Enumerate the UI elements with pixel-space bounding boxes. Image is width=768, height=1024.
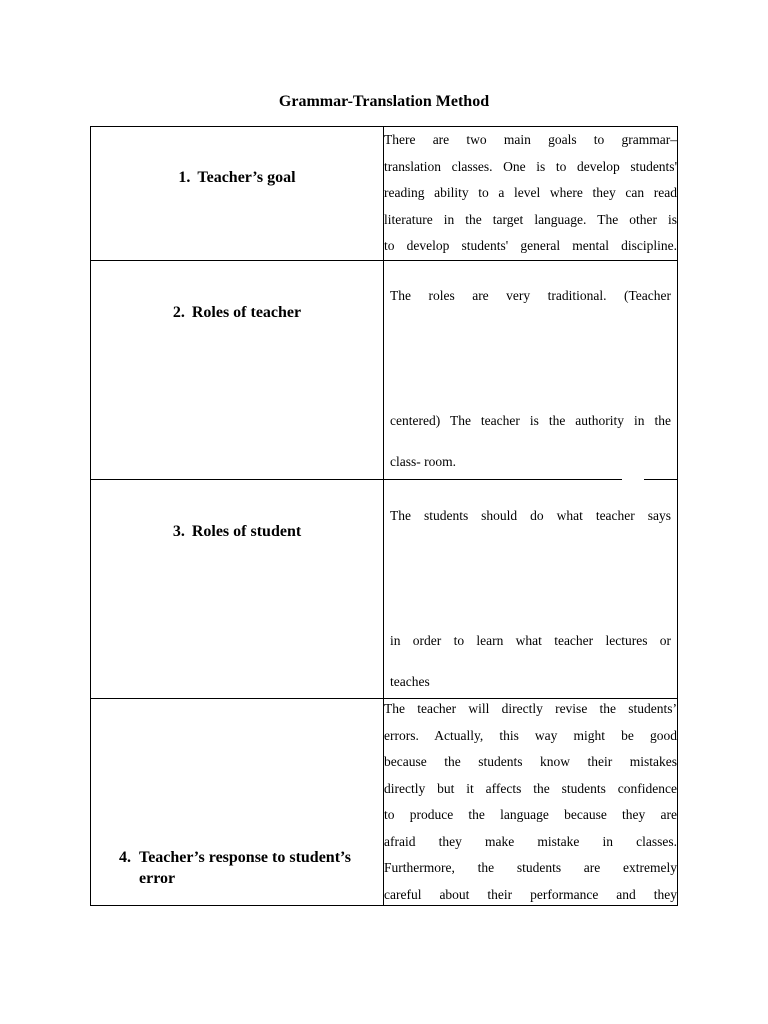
text-line: translation classes. One is to develop students' bbox=[384, 158, 677, 174]
row-text-cell bbox=[384, 127, 678, 261]
row-heading bbox=[91, 304, 383, 322]
table-row bbox=[91, 480, 678, 699]
table-row bbox=[91, 127, 678, 261]
row-heading bbox=[91, 169, 383, 187]
row-text-cell bbox=[384, 699, 678, 906]
document-title: Grammar-Translation Method bbox=[278, 93, 490, 110]
row-number: 1. bbox=[178, 169, 191, 186]
row-text-cell bbox=[384, 261, 678, 480]
text-line: centered) The teacher is the authority in the bbox=[390, 413, 671, 428]
text-line: afraid they make mistake in classes. bbox=[384, 833, 677, 849]
row-label-cell bbox=[91, 127, 384, 261]
text-line: in order to learn what teacher lectures or bbox=[390, 633, 671, 648]
text-line: errors. Actually, this way might be good bbox=[384, 727, 677, 743]
text-line: careful about their performance and they bbox=[384, 886, 677, 902]
row-label-cell bbox=[91, 261, 384, 480]
table-row bbox=[91, 699, 678, 906]
row-number: 4. bbox=[119, 849, 131, 866]
text-line: The roles are very traditional. (Teacher bbox=[390, 288, 671, 303]
text-line: literature in the target language. The other is bbox=[384, 211, 677, 227]
text-line: to develop students' general mental discipline. bbox=[384, 238, 677, 253]
row-heading bbox=[91, 523, 383, 541]
row-label: Roles of teacher bbox=[191, 304, 302, 321]
row-text-cell bbox=[384, 480, 678, 699]
row-label: Teacher’s response to student’s error bbox=[139, 849, 351, 887]
text-line: There are two main goals to grammar– bbox=[384, 132, 677, 147]
text-line: The teacher will directly revise the students’ bbox=[384, 701, 677, 716]
row-number: 2. bbox=[172, 304, 185, 321]
text-line: teaches bbox=[390, 674, 430, 689]
text-line: class- room. bbox=[390, 454, 456, 469]
text-line: reading ability to a level where they can read bbox=[384, 185, 677, 200]
row-number: 3. bbox=[172, 523, 185, 540]
row-heading bbox=[119, 847, 379, 889]
table-row bbox=[91, 261, 678, 480]
row-label-cell bbox=[91, 480, 384, 699]
text-line: Furthermore, the students are extremely bbox=[384, 860, 677, 876]
row-label-cell bbox=[91, 699, 384, 906]
text-line: The students should do what teacher says bbox=[390, 508, 671, 523]
row-label: Roles of student bbox=[191, 523, 302, 540]
text-line: directly but it affects the students confidence bbox=[384, 780, 677, 796]
row-label: Teacher’s goal bbox=[197, 169, 296, 186]
text-line: because the students know their mistakes bbox=[384, 754, 677, 770]
text-line: to produce the language because they are bbox=[384, 807, 677, 823]
method-table bbox=[90, 126, 678, 906]
